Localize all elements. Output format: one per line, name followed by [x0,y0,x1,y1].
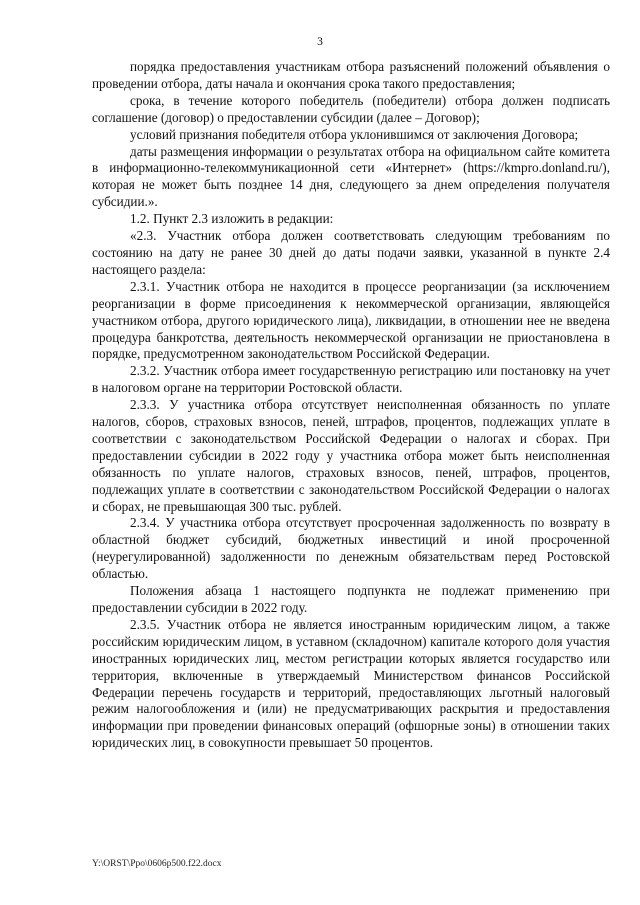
paragraph: 2.3.2. Участник отбора имеет государственную регистрацию или постановку на учет в налоговом органе на территории Ростовской области. [92,363,610,396]
paragraph: 2.3.3. У участника отбора отсутствует неисполненная обязанность по уплате налогов, сборов, страховых взносов, пеней, штрафов, процентов, подлежащих уплате в соответствии с законодательством Российской Федерации о налогах и сборах. При предоставлении субсидии в 2022 году у участника отбора может быть неисполненная обязанность по уплате налогов, страховых взносов, пеней, штрафов, процентов, подлежащих уплате в соответствии с законодательством Российской Федерации о налогах и сборах, не превышающая 300 тыс. рублей. [92,397,610,514]
paragraph: 2.3.5. Участник отбора не является иностранным юридическим лицом, а также российским юридическим лицом, в уставном (складочном) капитале которого доля участия иностранных юридических лиц, местом регистрации которых является государство или территория, включенные в утверждаемый Министерством финансов Российской Федерации перечень государств и территорий, предоставляющих льготный налоговый режим налогообложения и (или) не предусматривающих раскрытия и предоставления информации при проведении финансовых операций (офшорные зоны) в отношении таких юридических лиц, в совокупности превышает 50 процентов. [92,616,610,751]
paragraph: 2.3.1. Участник отбора не находится в процессе реорганизации (за исключением реорганизации в форме присоединения к некоммерческой организации, являющейся участником отбора, другого юридического лица), ликвидации, в отношении нее не введена процедура банкротства, деятельность некоммерческой организации не приостановлена в порядке, предусмотренном законодательством Российской Федерации. [92,278,610,362]
paragraph: даты размещения информации о результатах отбора на официальном сайте комитета в информационно-телекоммуникационной сети «Интернет» (https://kmpro.donland.ru/), которая не может быть позднее 14 дня, следующего за днем определения получателя субсидии.». [92,143,610,210]
paragraph: срока, в течение которого победитель (победители) отбора должен подписать соглашение (договор) о предоставлении субсидии (далее – Договор); [92,92,610,125]
paragraph: условий признания победителя отбора уклонившимся от заключения Договора; [130,126,579,142]
paragraph: 1.2. Пункт 2.3 изложить в редакции: [130,211,334,227]
page-number: 3 [317,36,323,48]
footer-file-path: Y:\ORST\Ppo\0606p500.f22.docx [92,859,222,869]
paragraph: порядка предоставления участникам отбора разъяснений положений объявления о проведении отбора, даты начала и окончания срока такого предоставления; [92,59,610,91]
paragraph: Положения абзаца 1 настоящего подпункта не подлежат применению при предоставлении субсидии в 2022 году. [92,583,610,615]
document-body [92,59,610,752]
paragraph: «2.3. Участник отбора должен соответствовать следующим требованиям по состоянию на дату не ранее 30 дней до даты подачи заявки, указанной в пункте 2.4 настоящего раздела: [92,228,610,277]
paragraph: 2.3.4. У участника отбора отсутствует просроченная задолженность по возврату в областной бюджет субсидий, бюджетных инвестиций и иной просроченной (неурегулированной) задолженности по денежным обязательствам перед Ростовской областью. [92,515,610,582]
